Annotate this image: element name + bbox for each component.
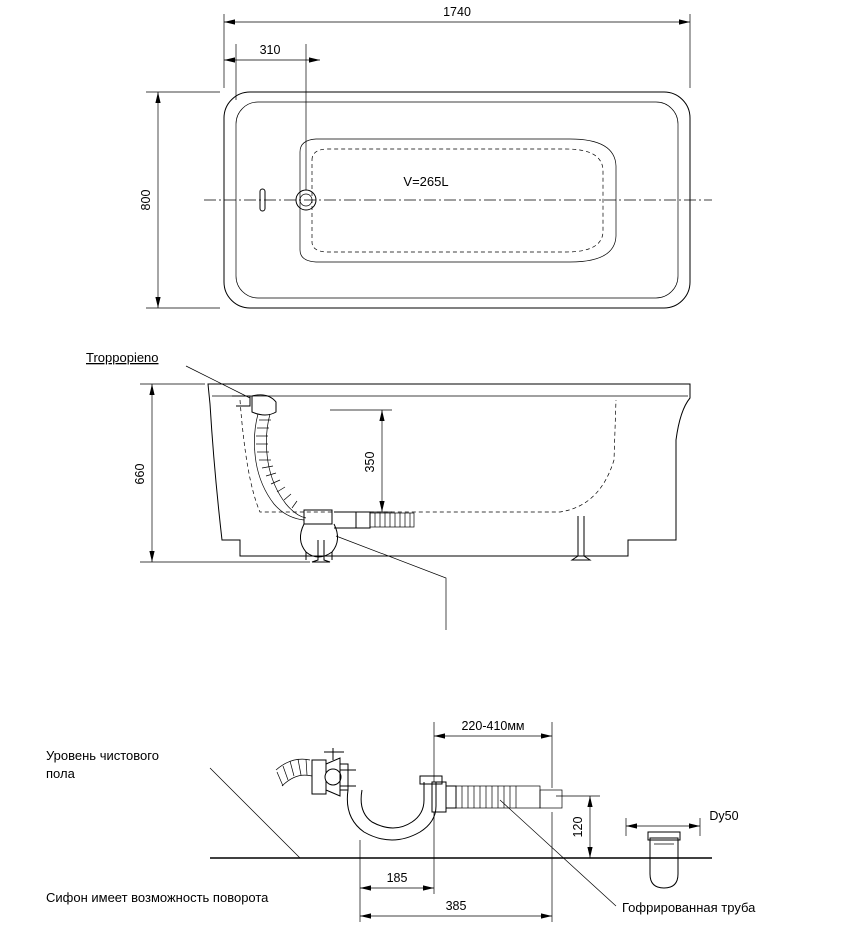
outlet-nut: [356, 512, 370, 528]
detail-sewer-socket: [648, 832, 680, 888]
overflow-note-label: Troppopieno: [86, 350, 159, 365]
overflow-inlet: [232, 396, 250, 406]
detail-outlet-connector: [420, 776, 456, 812]
dim-label-short-offset: 185: [386, 871, 408, 885]
tub-bowl-bottom: [312, 149, 603, 252]
detail-drain-head: [312, 748, 356, 796]
overflow-cap: [252, 395, 276, 415]
rotation-note-line1: Сифон имеет возможность поворота: [46, 890, 269, 905]
dim-label-pipe-diameter: Dy50: [709, 809, 739, 823]
siphon-leader-line: [336, 536, 446, 630]
tub-side-inner-bowl: [240, 400, 616, 512]
detail-corrugated-pipe: [456, 786, 562, 808]
dim-label-overall-length: 1740: [443, 5, 471, 19]
side-view-group: [86, 350, 690, 630]
corrugated-pipe-note: Гофрированная труба: [622, 900, 756, 915]
top-view-group: [139, 5, 712, 308]
floor-level-leader: [210, 768, 300, 858]
floor-level-note-line1: Уровень чистового пола: [46, 748, 159, 781]
detail-view-group: [46, 719, 756, 922]
detail-siphon-bend-inner: [361, 782, 424, 828]
volume-label: V=265L: [403, 174, 449, 189]
tub-side-outline: [208, 384, 690, 556]
overflow-leader-line: [186, 366, 250, 398]
corrugated-pipe-leader: [500, 800, 616, 906]
dim-label-overall-width: 800: [139, 189, 153, 211]
dim-label-long-offset: 385: [445, 899, 467, 913]
dim-label-height: 660: [133, 463, 147, 485]
tub-foot-right: [572, 516, 590, 560]
detail-siphon-bend-outer: [347, 782, 436, 840]
outlet-corrugated-pipe: [370, 513, 414, 527]
tub-bowl-outline: [300, 139, 616, 262]
detail-inlet-hose: [276, 759, 312, 786]
tub-foot-left: [312, 540, 330, 562]
overflow-corrugated-hose: [254, 414, 306, 520]
dim-label-adjustable-range: 220-410мм: [461, 719, 525, 733]
dim-label-drain-offset: 310: [259, 43, 281, 57]
dim-label-height-above-floor: 120: [571, 816, 585, 838]
dim-label-overflow-height: 350: [363, 451, 377, 473]
siphon-outlet-neck: [334, 512, 356, 528]
